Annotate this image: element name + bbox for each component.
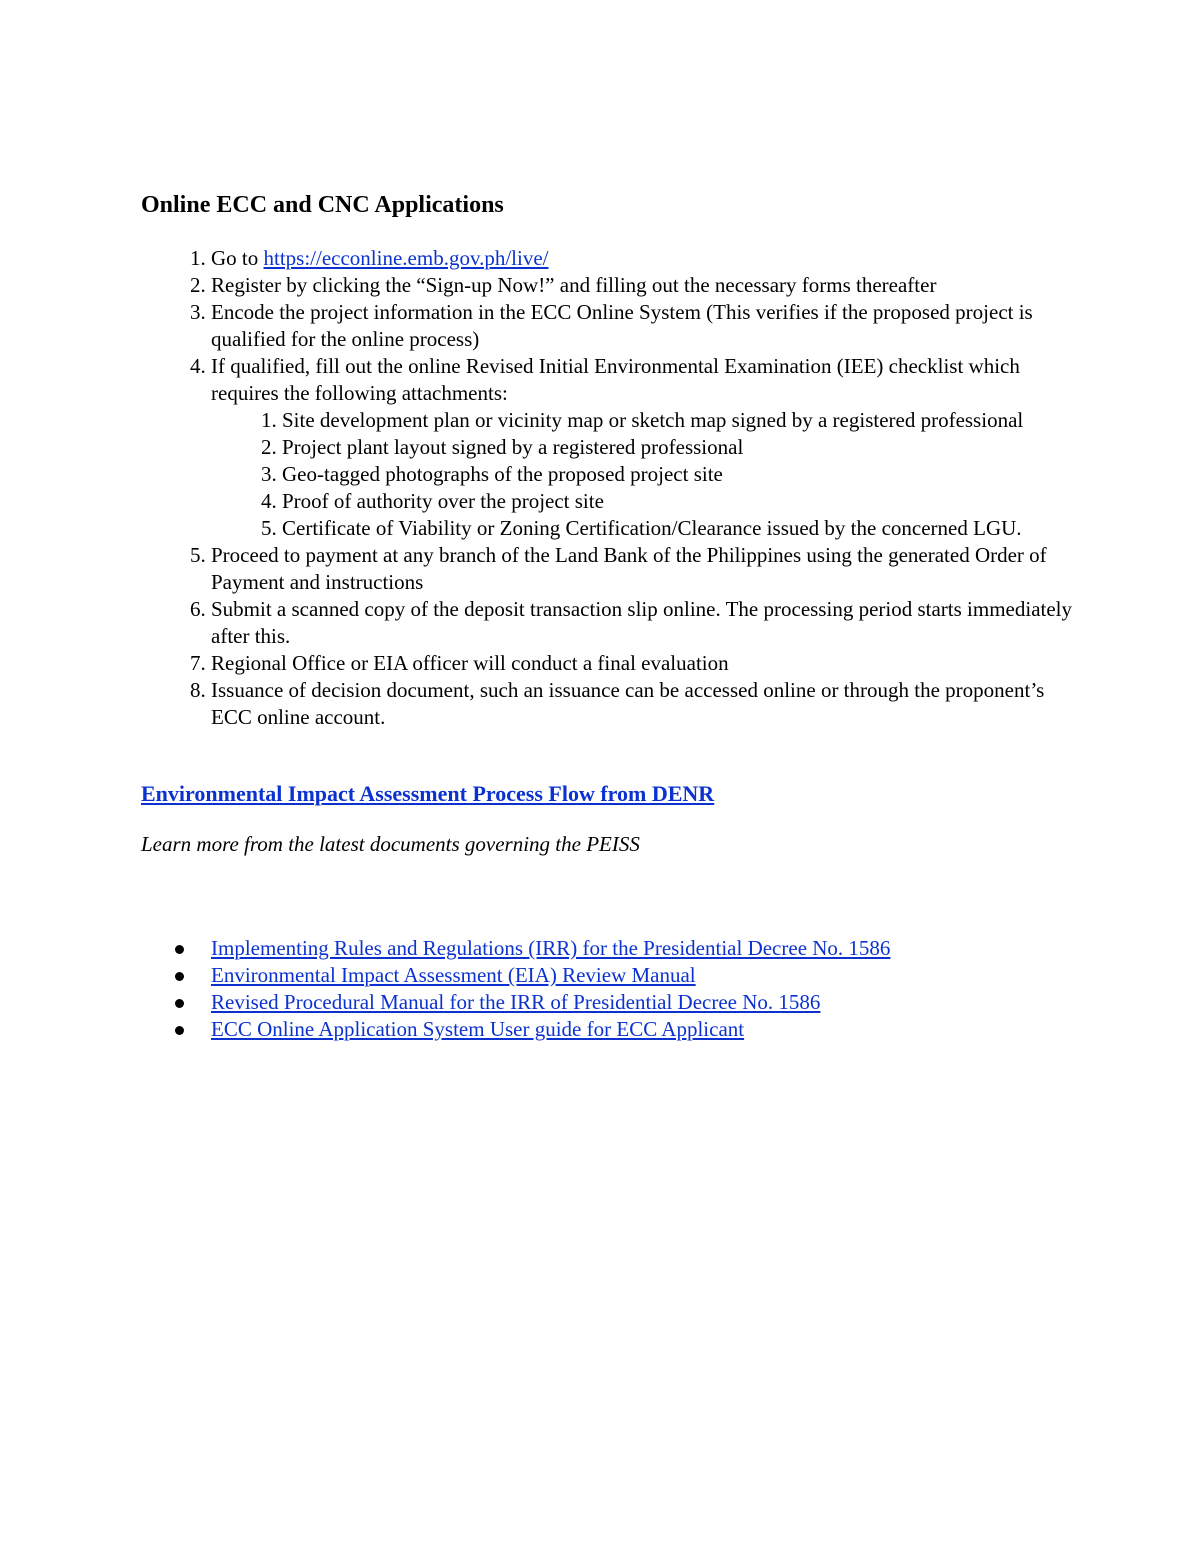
- ecconline-link[interactable]: https://ecconline.emb.gov.ph/live/: [263, 246, 549, 270]
- attachment-item-5: 5. Certificate of Viability or Zoning Certification/Clearance issued by the concerned LGU.: [282, 515, 1081, 542]
- attachment-item-4: 4. Proof of authority over the project site: [282, 488, 1081, 515]
- list-item-irr: [211, 935, 1081, 962]
- attachments-list: [211, 407, 1081, 542]
- learn-more-text: Learn more from the latest documents governing the PEISS: [141, 832, 640, 856]
- step-4-text: If qualified, fill out the online Revised Initial Environmental Examination (IEE) checklist which requires the following attachments:: [211, 354, 1020, 405]
- attachment-item-1: 1. Site development plan or vicinity map or sketch map signed by a registered professional: [282, 407, 1081, 434]
- bullet-icon: [175, 999, 184, 1008]
- list-item-step-5: [211, 542, 1081, 596]
- attachment-item-3: 3. Geo-tagged photographs of the proposed project site: [282, 461, 1081, 488]
- steps-list: [141, 245, 1081, 731]
- eia-process-flow-link[interactable]: Environmental Impact Assessment Process Flow from DENR: [141, 781, 715, 806]
- list-item-step-8: [211, 677, 1081, 731]
- attachment-item-2: 2. Project plant layout signed by a registered professional: [282, 434, 1081, 461]
- eia-review-manual-link[interactable]: Environmental Impact Assessment (EIA) Review Manual: [211, 963, 696, 987]
- document-links-list: [141, 935, 1081, 1043]
- list-item-eia-manual: [211, 962, 1081, 989]
- step-3-text: Encode the project information in the ECC Online System (This verifies if the proposed project is qualified for the online process): [211, 300, 1033, 351]
- step-2-text: Register by clicking the “Sign-up Now!” and filling out the necessary forms thereafter: [211, 273, 937, 297]
- list-item-step-7: [211, 650, 1081, 677]
- step-6-text: Submit a scanned copy of the deposit transaction slip online. The processing period starts immediately after this.: [211, 597, 1073, 648]
- list-item-step-3: [211, 299, 1081, 353]
- step-1-prefix: Go to: [211, 246, 264, 270]
- document-content: [141, 188, 1081, 1043]
- bullet-icon: [175, 972, 184, 981]
- list-item-procedural-manual: [211, 989, 1081, 1016]
- list-item-step-4: [211, 353, 1081, 542]
- list-item-step-1: [211, 245, 1081, 272]
- page-title: Online ECC and CNC Applications: [141, 192, 504, 218]
- bullet-icon: [175, 1026, 184, 1035]
- list-item-user-guide: [211, 1016, 1081, 1043]
- bullet-icon: [175, 945, 184, 954]
- irr-link[interactable]: Implementing Rules and Regulations (IRR) for the Presidential Decree No. 1586: [211, 936, 891, 960]
- step-7-text: Regional Office or EIA officer will conduct a final evaluation: [211, 651, 729, 675]
- user-guide-link[interactable]: ECC Online Application System User guide for ECC Applicant: [211, 1017, 745, 1041]
- list-item-step-2: [211, 272, 1081, 299]
- step-8-text: Issuance of decision document, such an issuance can be accessed online or through the proponent’s ECC online account.: [211, 678, 1045, 729]
- list-item-step-6: [211, 596, 1081, 650]
- step-5-text: Proceed to payment at any branch of the Land Bank of the Philippines using the generated Order of Payment and instructions: [211, 543, 1047, 594]
- procedural-manual-link[interactable]: Revised Procedural Manual for the IRR of Presidential Decree No. 1586: [211, 990, 821, 1014]
